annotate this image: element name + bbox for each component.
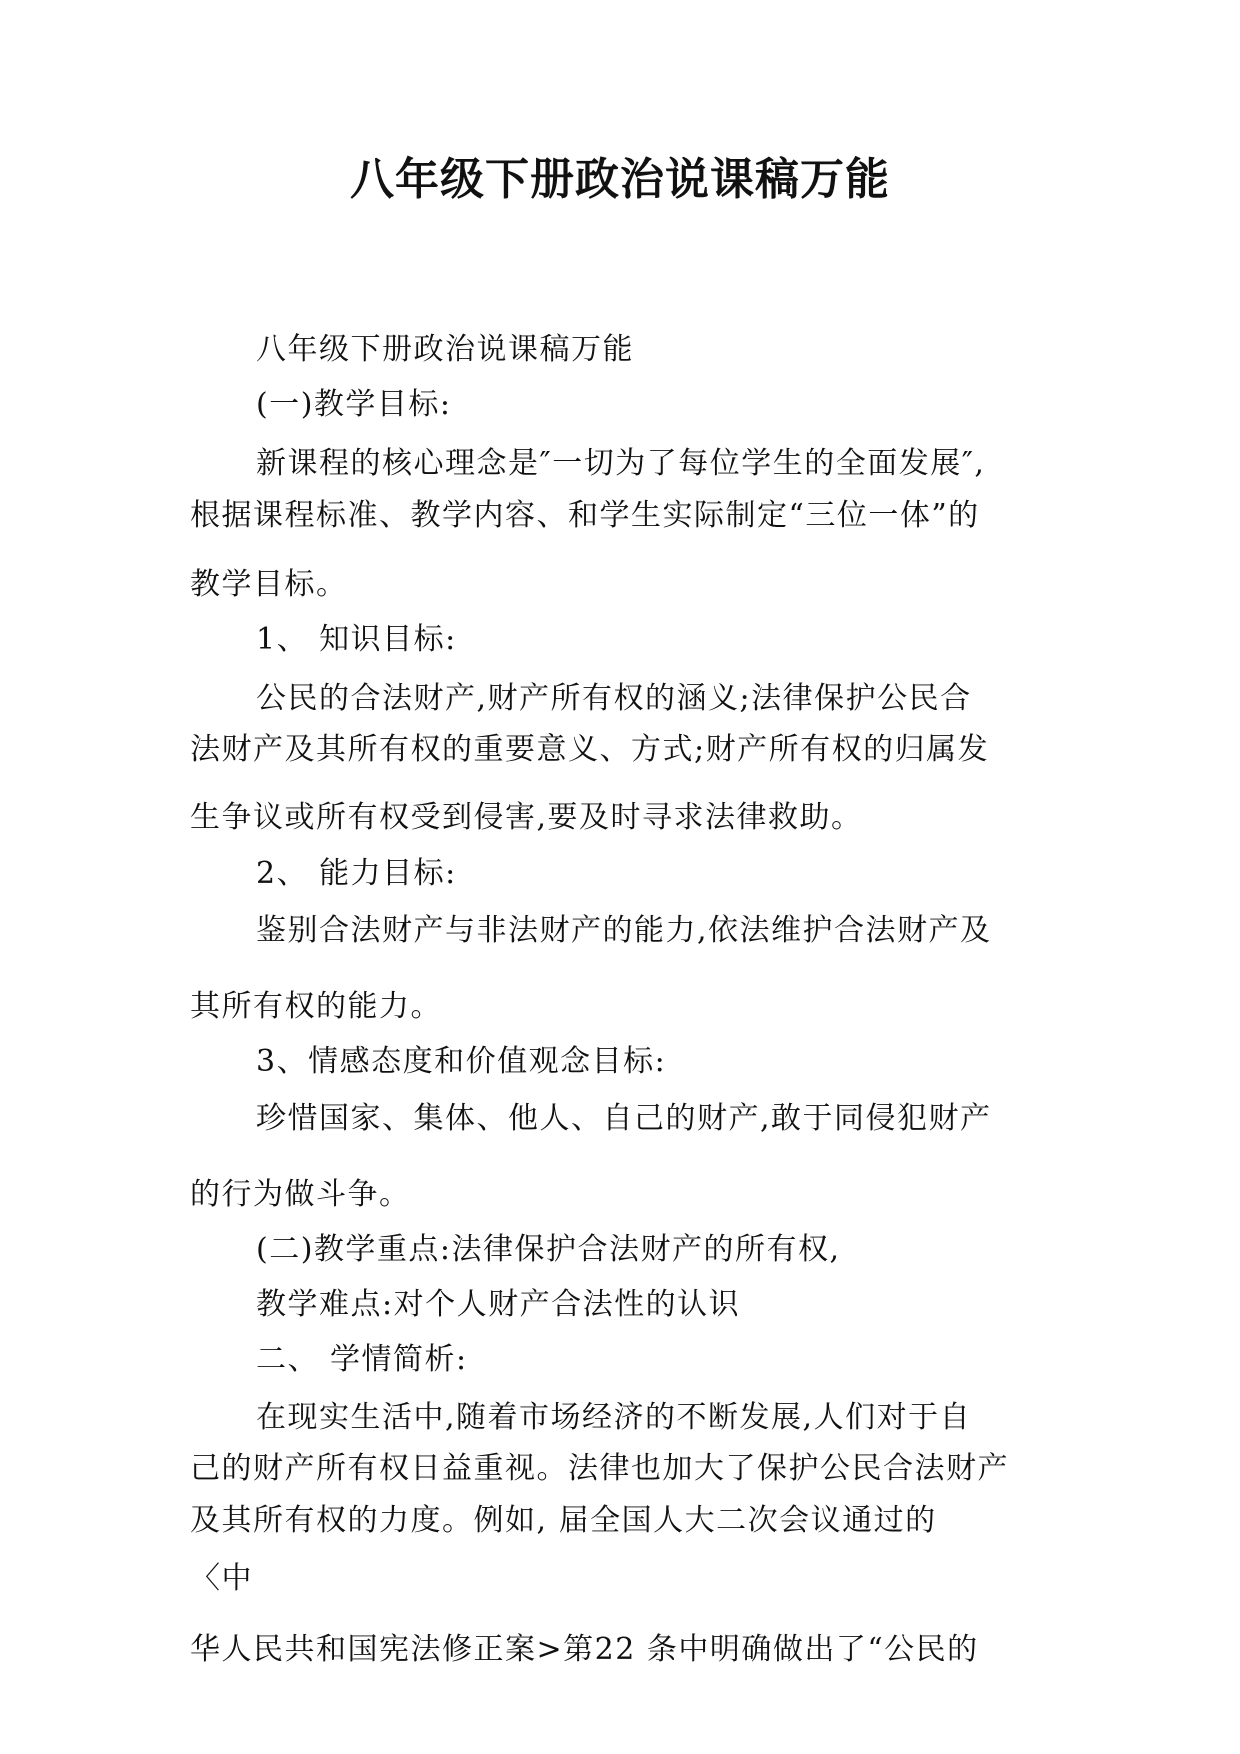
text-line: (一)教学目标: xyxy=(256,387,452,422)
text-line: 2、 能力目标: xyxy=(256,856,457,891)
text-line: 公民的合法财产,财产所有权的涵义;法律保护公民合 xyxy=(256,681,972,716)
text-line: 根据课程标准、教学内容、和学生实际制定“三位一体”的 xyxy=(190,498,980,533)
text-line: 的行为做斗争。 xyxy=(190,1177,411,1212)
text-line: 八年级下册政治说课稿万能 xyxy=(256,332,634,367)
text-line: (二)教学重点:法律保护合法财产的所有权, xyxy=(256,1232,841,1267)
text-line: 珍惜国家、集体、他人、自己的财产,敢于同侵犯财产 xyxy=(256,1101,992,1136)
text-line: 华人民共和国宪法修正案>第22 条中明确做出了“公民的 xyxy=(190,1632,979,1667)
text-line: 教学难点:对个人财产合法性的认识 xyxy=(256,1287,741,1322)
text-line: 在现实生活中,随着市场经济的不断发展,人们对于自 xyxy=(256,1400,972,1435)
text-line: 3、情感态度和价值观念目标: xyxy=(256,1044,667,1079)
document-title: 八年级下册政治说课稿万能 xyxy=(350,154,890,205)
text-line: 教学目标。 xyxy=(190,567,348,602)
text-line: 己的财产所有权日益重视。法律也加大了保护公民合法财产 xyxy=(190,1451,1009,1486)
text-line: 生争议或所有权受到侵害,要及时寻求法律救助。 xyxy=(190,800,863,835)
text-line: 其所有权的能力。 xyxy=(190,989,442,1024)
text-line: 二、 学情简析: xyxy=(256,1342,468,1377)
text-line: 鉴别合法财产与非法财产的能力,依法维护合法财产及 xyxy=(256,913,992,948)
text-line: 新课程的核心理念是″一切为了每位学生的全面发展″, xyxy=(256,446,986,481)
text-line: 法财产及其所有权的重要意义、方式;财产所有权的归属发 xyxy=(190,732,990,767)
text-line: 〈中 xyxy=(190,1561,253,1596)
text-line: 及其所有权的力度。例如, 届全国人大二次会议通过的 xyxy=(190,1503,937,1538)
text-line: 1、 知识目标: xyxy=(256,622,457,657)
